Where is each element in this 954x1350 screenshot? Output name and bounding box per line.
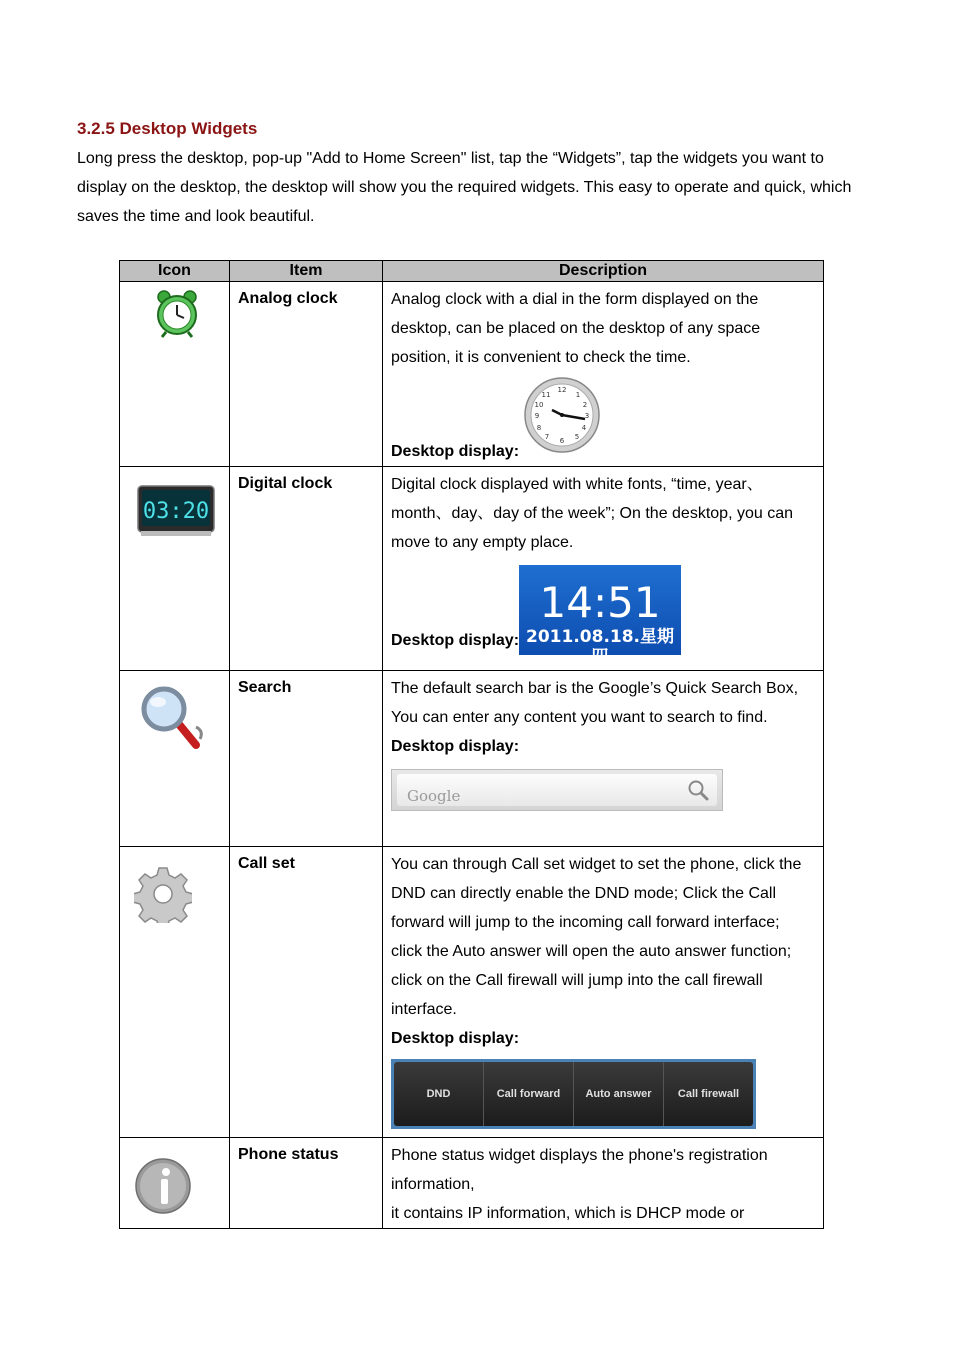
digital-clock-icon	[137, 485, 215, 542]
icon-cell	[120, 671, 230, 847]
alarm-clock-icon	[152, 288, 202, 343]
google-search-widget	[391, 769, 723, 811]
svg-text:4: 4	[581, 424, 587, 432]
svg-text:3: 3	[584, 412, 590, 420]
icon-cell	[120, 282, 230, 467]
description-text: Analog clock with a dial in the form displayed on the desktop, can be placed on the desktop of any space position, it is convenient to check the time.	[391, 291, 761, 366]
search-box	[397, 774, 717, 806]
description-cell	[383, 1138, 824, 1229]
svg-text:1: 1	[575, 391, 581, 399]
description-line: Phone status widget displays the phone's registration information,	[391, 1147, 768, 1193]
header-description: Description	[383, 261, 824, 282]
svg-text:8: 8	[536, 424, 542, 432]
info-icon	[134, 1157, 192, 1220]
description-text: Digital clock displayed with white fonts, “time, year、month、day、day of the week”; On the desktop, you can move to any empty place.	[391, 476, 794, 551]
svg-text:10: 10	[534, 401, 544, 409]
icon-cell	[120, 847, 230, 1138]
call-forward-button[interactable]: Call forward	[484, 1062, 574, 1126]
icon-cell	[120, 467, 230, 671]
magnifier-icon	[138, 683, 208, 758]
svg-text:03:20: 03:20	[142, 499, 210, 524]
desktop-display-label: Desktop display:	[391, 632, 520, 649]
google-logo: Google	[407, 787, 461, 805]
description-cell	[383, 467, 824, 671]
section-intro: Long press the desktop, pop-up "Add to Home Screen" list, tap the “Widgets”, tap the widgets you want to display on the desktop, the desktop will show you the required widgets. This easy to operate and quick, which saves the time and look beautiful.	[77, 150, 852, 225]
auto-answer-button[interactable]: Auto answer	[574, 1062, 664, 1126]
icon-cell	[120, 1138, 230, 1229]
table-row	[120, 467, 824, 671]
analog-clock-widget	[523, 376, 601, 464]
table-header-row	[120, 261, 824, 282]
description-line: it contains IP information, which is DHCP mode or	[391, 1205, 745, 1222]
table-row	[120, 847, 824, 1138]
dnd-button[interactable]: DND	[394, 1062, 484, 1126]
item-cell: Call set	[230, 847, 383, 1138]
section-heading: 3.2.5 Desktop Widgets	[77, 119, 258, 138]
item-cell: Phone status	[230, 1138, 383, 1229]
svg-text:12: 12	[557, 386, 567, 394]
svg-text:7: 7	[544, 433, 550, 441]
desktop-display-label: Desktop display:	[391, 738, 520, 755]
table-row	[120, 1138, 824, 1229]
description-cell	[383, 671, 824, 847]
search-icon	[687, 779, 709, 811]
svg-text:11: 11	[541, 391, 551, 399]
description-cell	[383, 282, 824, 467]
description-cell	[383, 847, 824, 1138]
svg-text:9: 9	[534, 412, 540, 420]
item-cell: Analog clock	[230, 282, 383, 467]
header-icon: Icon	[120, 261, 230, 282]
desktop-display	[391, 565, 815, 667]
description-text: The default search bar is the Google’s Quick Search Box, You can enter any content you want to search to find.	[391, 680, 799, 726]
table-row	[120, 671, 824, 847]
desktop-display-label: Desktop display:	[391, 443, 520, 460]
item-cell: Digital clock	[230, 467, 383, 671]
svg-text:6: 6	[559, 437, 565, 445]
desktop-display-label: Desktop display:	[391, 1030, 520, 1047]
item-cell: Search	[230, 671, 383, 847]
call-set-widget	[391, 1059, 756, 1129]
header-item: Item	[230, 261, 383, 282]
svg-text:2: 2	[582, 401, 588, 409]
svg-text:5: 5	[574, 433, 580, 441]
digital-clock-time: 14:51	[539, 578, 661, 627]
gear-icon	[134, 865, 192, 928]
desktop-display	[391, 376, 815, 466]
description-text: You can through Call set widget to set the phone, click the DND can directly enable the DND mode; Click the Call forward will jump to the incoming call forward interface; click the Auto answer will open the auto answer function; click on the Call firewall will jump into the call firewall interface.	[391, 856, 802, 1018]
digital-clock-widget	[519, 565, 681, 667]
call-firewall-button[interactable]: Call firewall	[677, 1087, 740, 1100]
table-row	[120, 282, 824, 467]
digital-clock-date: 2011.08.18.星期四	[526, 627, 675, 667]
widgets-table	[119, 260, 824, 1229]
